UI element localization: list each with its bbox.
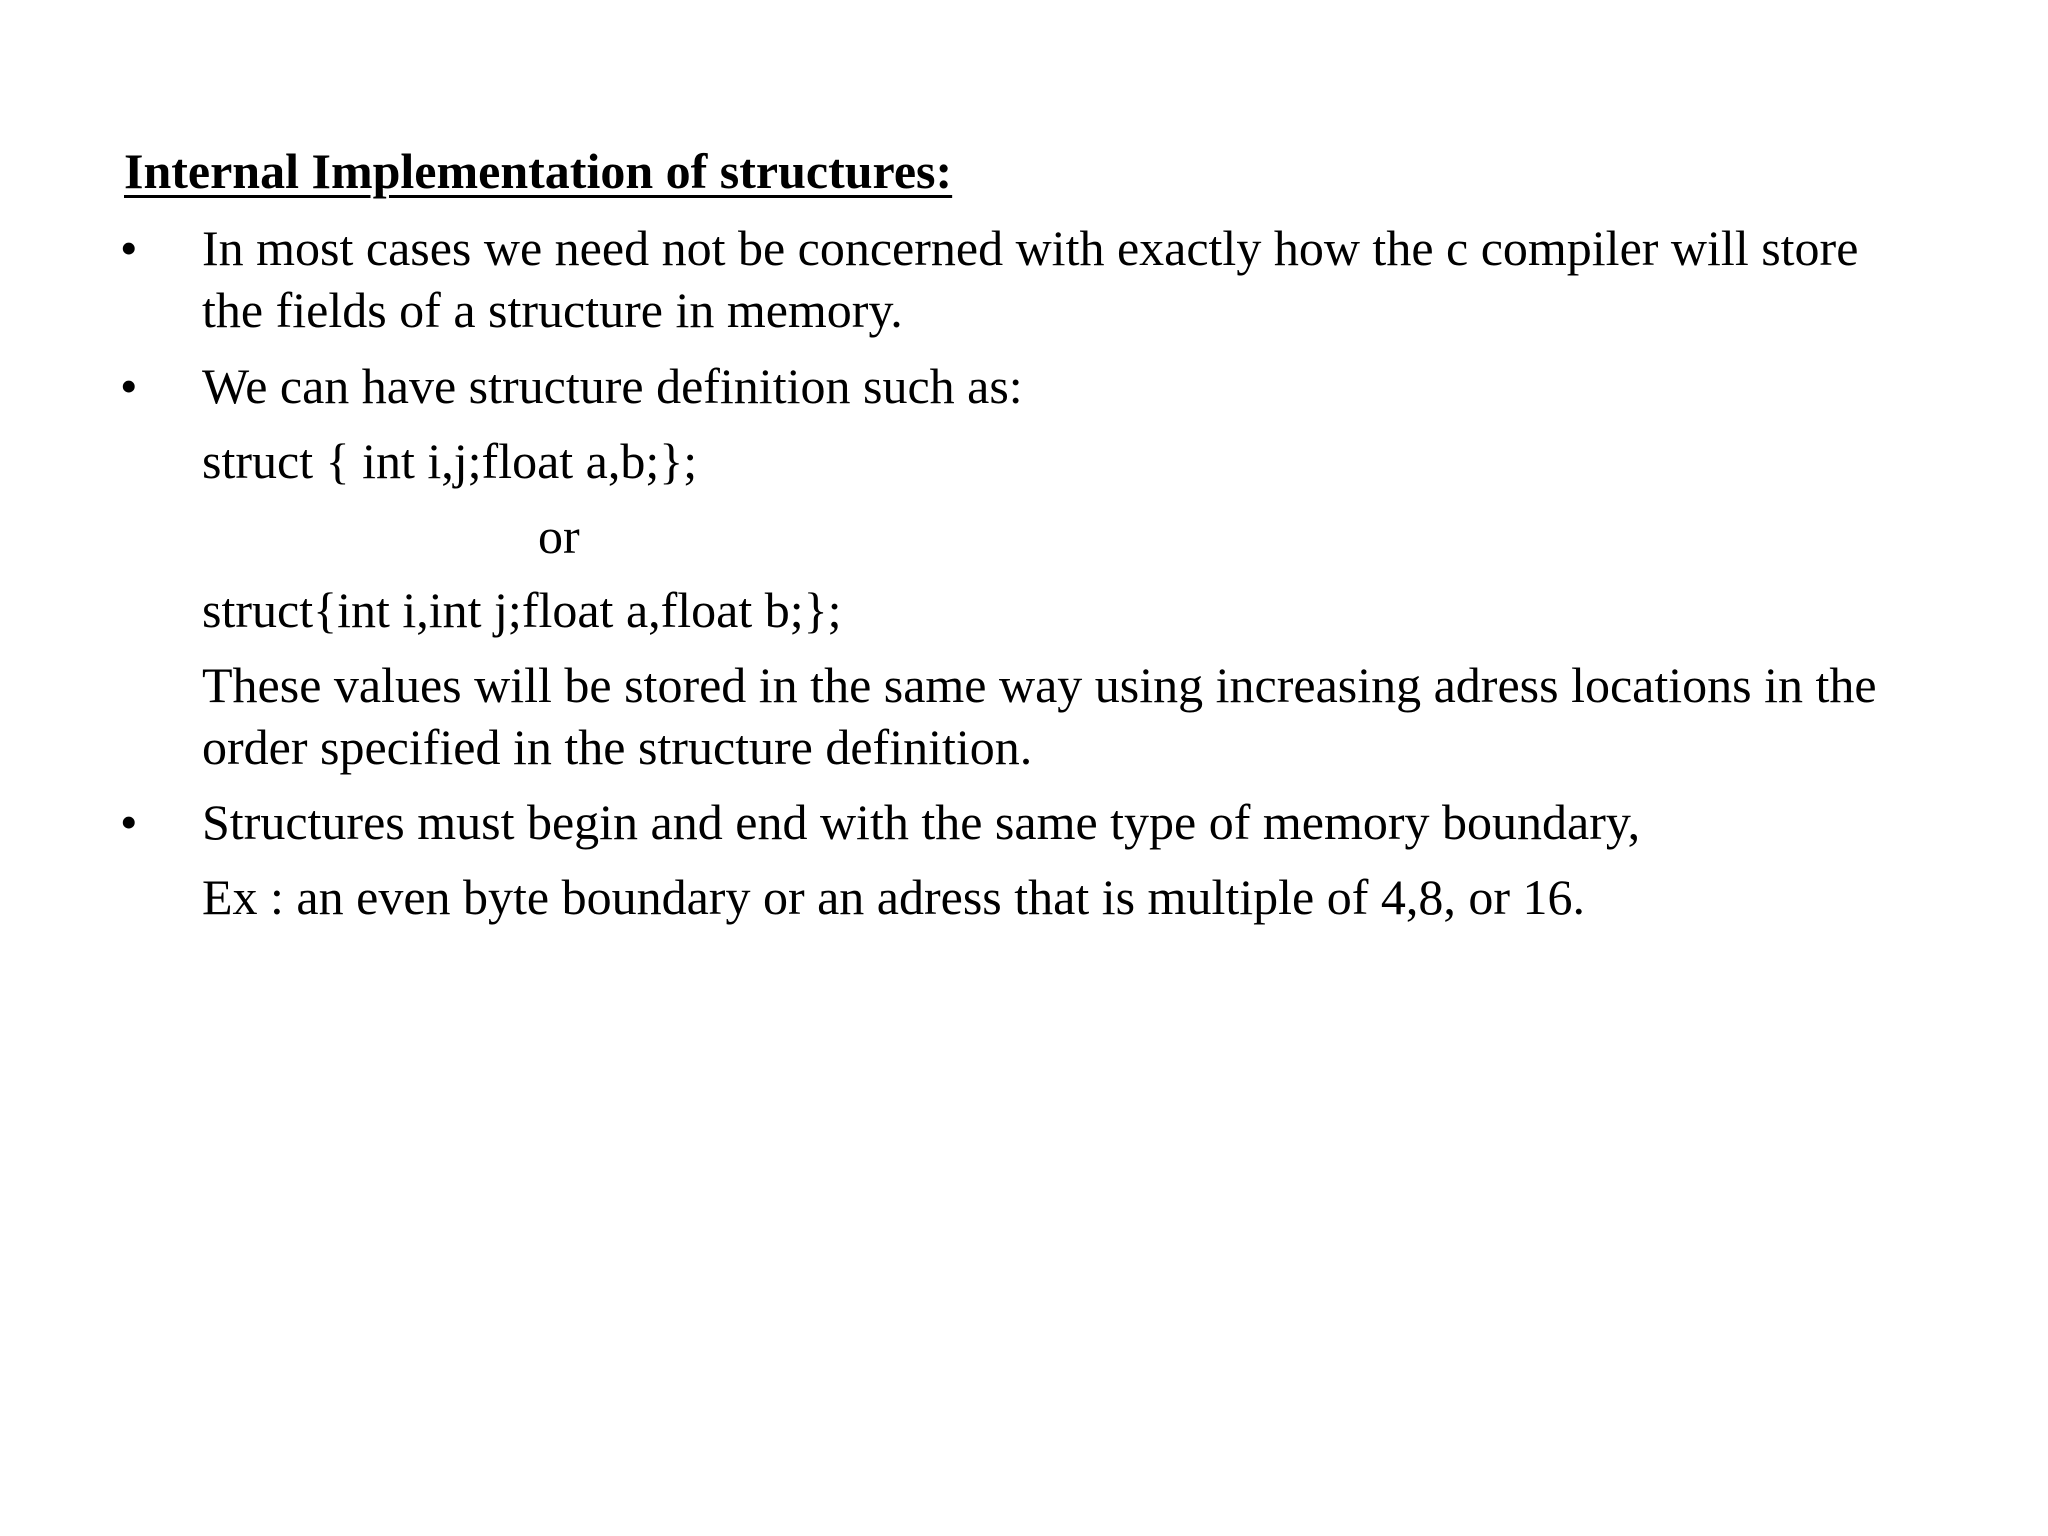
bullet-2-marker: • [120, 358, 138, 414]
slide-title: Internal Implementation of structures: [124, 143, 953, 199]
bullet-1-line-1: In most cases we need not be concerned with exactly how the c compiler will store [202, 220, 1859, 276]
storage-note-line-2: order specified in the structure definition. [202, 719, 1033, 775]
storage-note-line-1: These values will be stored in the same way using increasing adress locations in the [202, 657, 1877, 713]
bullet-1-line-2: the fields of a structure in memory. [202, 282, 903, 338]
code-example-1: struct { int i,j;float a,b;}; [202, 433, 698, 489]
bullet-3-line-1: Structures must begin and end with the same type of memory boundary, [202, 794, 1641, 850]
or-separator: or [538, 508, 580, 564]
code-example-2: struct{int i,int j;float a,float b;}; [202, 582, 842, 638]
bullet-1-marker: • [120, 220, 138, 276]
bullet-3-marker: • [120, 794, 138, 850]
boundary-example: Ex : an even byte boundary or an adress that is multiple of 4,8, or 16. [202, 869, 1586, 925]
bullet-2-line-1: We can have structure definition such as: [202, 358, 1023, 414]
